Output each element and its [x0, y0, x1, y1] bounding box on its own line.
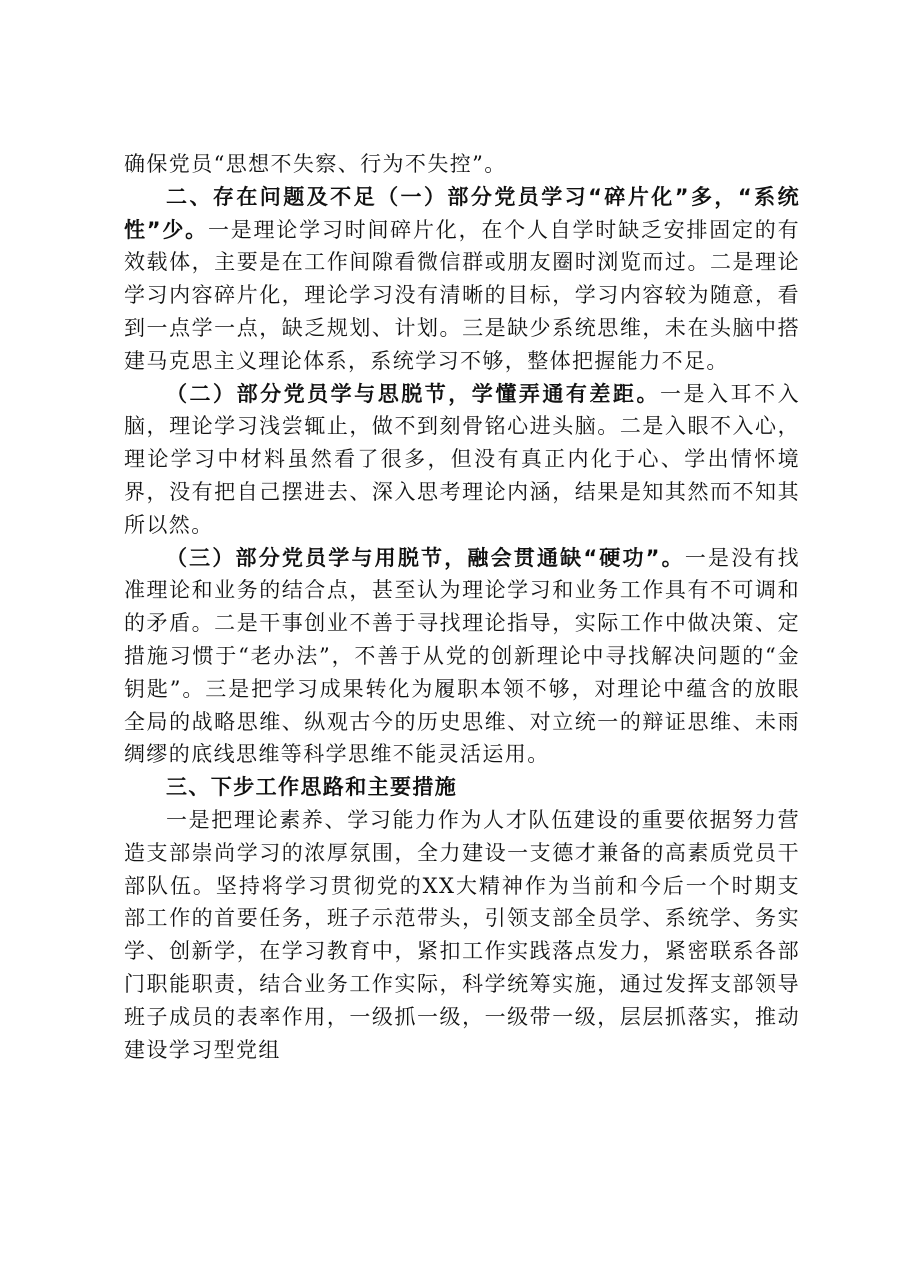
- problem-2-title: （二）部分党员学与思脱节，学懂弄通有差距。: [166, 381, 660, 406]
- paragraph-problem-1: [124, 181, 800, 378]
- problem-1-title: （一）部分党员学习“碎片化”多，“系统性”少。: [124, 184, 800, 242]
- problem-3-body: 一是没有找准理论和业务的结合点，甚至认为理论学习和业务工作具有不可调和的矛盾。二是干事创业不善于寻找理论指导，实际工作中做决策、定措施习惯于“老办法”，不善于从党的创新理论中寻找解决问题的“金钥匙”。三是把学习成果转化为履职本领不够，对理论中蕴含的放眼全局的战略思维、纵观古今的历史思维、对立统一的辩证思维、未雨绸缪的底线思维等科学思维不能灵活运用。: [124, 545, 800, 767]
- section-3-heading: 三、下步工作思路和主要措施: [166, 775, 458, 800]
- document-body: [124, 148, 800, 1066]
- paragraph-problem-3: [124, 542, 800, 772]
- paragraph-measure-1: 一是把理论素养、学习能力作为人才队伍建设的重要依据努力营造支部崇尚学习的浓厚氛围，全力建设一支德才兼备的高素质党员干部队伍。坚持将学习贯彻党的XX大精神作为当前和今后一个时期支部工作的首要任务，班子示范带头，引领支部全员学、系统学、务实学、创新学，在学习教育中，紧扣工作实践落点发力，紧密联系各部门职能职责，结合业务工作实际，科学统筹实施，通过发挥支部领导班子成员的表率作用，一级抓一级，一级带一级，层层抓落实，推动建设学习型党组: [124, 807, 800, 1062]
- problem-3-title: （三）部分党员学与用脱节，融会贯通缺“硬功”。: [166, 545, 685, 570]
- problem-2-body: 一是入耳不入脑，理论学习浅尝辄止，做不到刻骨铭心进头脑。二是入眼不入心，理论学习中材料虽然看了很多，但没有真正内化于心、学出情怀境界，没有把自己摆进去、深入思考理论内涵，结果是知其然而不知其所以然。: [124, 381, 800, 537]
- intro-text: 确保党员“思想不失察、行为不失控”。: [124, 152, 507, 176]
- section-2-heading: 二、存在问题及不足: [166, 184, 378, 209]
- paragraph-problem-2: [124, 378, 800, 542]
- problem-1-body: 一是理论学习时间碎片化，在个人自学时缺乏安排固定的有效载体，主要是在工作间隙看微信群或朋友圈时浏览而过。二是理论学习内容碎片化，理论学习没有清晰的目标，学习内容较为随意，看到一点学一点，缺乏规划、计划。三是缺少系统思维，未在头脑中搭建马克思主义理论体系，系统学习不够，整体把握能力不足。: [124, 217, 800, 373]
- paragraph-intro-end: [124, 148, 800, 181]
